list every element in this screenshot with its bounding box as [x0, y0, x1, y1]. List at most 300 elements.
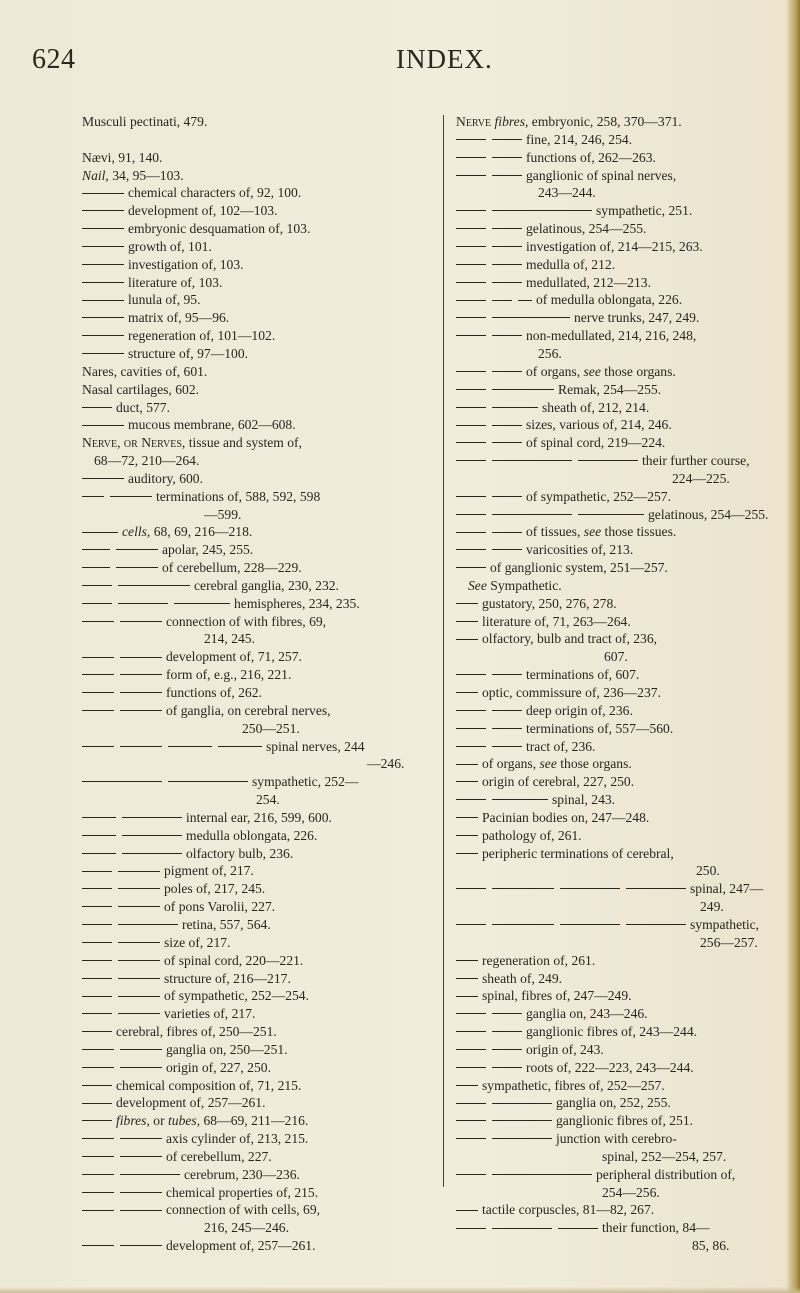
ditto-dash — [456, 1049, 486, 1050]
ditto-dash — [492, 1067, 522, 1068]
index-entry-text: ganglionic of spinal nerves, — [526, 167, 677, 183]
index-entry — [456, 666, 778, 684]
ditto-dash — [492, 799, 548, 800]
ditto-dash — [456, 139, 486, 140]
index-entry-text: of ganglionic system, 251—257. — [490, 560, 668, 576]
ditto-dash — [492, 460, 572, 461]
index-entry-text: regeneration of, 101—102. — [128, 328, 276, 344]
index-entry — [456, 791, 778, 809]
index-entry — [82, 1023, 454, 1041]
ditto-dash — [82, 1031, 112, 1032]
index-entry — [456, 220, 778, 238]
ditto-dash — [492, 1174, 592, 1175]
ditto-dash — [492, 264, 522, 265]
index-entry-text: olfactory, bulb and tract of, 236, — [482, 631, 658, 647]
index-entry-text: 214, 245. — [204, 631, 255, 647]
index-entry-text: peripheral distribution of, — [596, 1166, 736, 1182]
ditto-dash — [492, 1031, 522, 1032]
index-entry — [456, 827, 778, 845]
ditto-dash — [122, 835, 182, 836]
index-entry-continuation — [456, 184, 778, 202]
index-entry — [456, 506, 778, 524]
ditto-dash — [118, 906, 160, 907]
ditto-dash — [82, 282, 124, 283]
index-entry-continuation — [456, 648, 778, 666]
index-entry — [82, 1077, 454, 1095]
index-entry — [82, 1005, 454, 1023]
index-entry-text: varicosities of, 213. — [526, 542, 634, 558]
index-entry — [82, 1148, 454, 1166]
ditto-dash — [82, 978, 112, 979]
index-entry-text: matrix of, 95—96. — [128, 310, 230, 326]
index-entry-continuation — [456, 345, 778, 363]
index-entry-text: spinal nerves, 244 — [266, 738, 365, 754]
index-entry-text: poles of, 217, 245. — [164, 881, 266, 897]
index-entry-text: Nerve, or Nerves, tissue and system of, — [82, 435, 302, 451]
index-entry-text: terminations of, 557—560. — [526, 720, 674, 736]
ditto-dash — [492, 407, 538, 408]
index-entry — [456, 1130, 778, 1148]
ditto-dash — [492, 1120, 552, 1121]
ditto-dash — [82, 1174, 114, 1175]
ditto-dash — [82, 246, 124, 247]
index-entry-text: sympathetic, 252— — [252, 774, 359, 790]
ditto-dash — [218, 746, 262, 747]
index-entry — [82, 327, 454, 345]
ditto-dash — [82, 710, 114, 711]
ditto-dash — [492, 282, 522, 283]
index-entry — [456, 738, 778, 756]
index-entry-text: their function, 84— — [602, 1220, 710, 1236]
index-entry-text: hemispheres, 234, 235. — [234, 595, 360, 611]
index-entry-text: Nasal cartilages, 602. — [82, 381, 200, 397]
index-entry — [456, 684, 778, 702]
ditto-dash — [82, 353, 124, 354]
ditto-dash — [456, 371, 486, 372]
ditto-dash — [118, 603, 168, 604]
ditto-dash — [82, 1120, 112, 1121]
index-entry-text: of pons Varolii, 227. — [164, 899, 276, 915]
ditto-dash — [168, 746, 212, 747]
ditto-dash — [456, 728, 486, 729]
index-entry-text: 254. — [256, 792, 280, 808]
index-entry-text: 249. — [700, 899, 724, 915]
ditto-dash — [492, 496, 522, 497]
index-entry-continuation — [456, 862, 778, 880]
index-entry — [82, 1094, 454, 1112]
index-entry-text: Musculi pectinati, 479. — [82, 114, 208, 129]
ditto-dash — [492, 246, 522, 247]
index-entry — [456, 381, 778, 399]
ditto-dash — [492, 1103, 552, 1104]
index-entry — [456, 256, 778, 274]
ditto-dash — [492, 317, 570, 318]
ditto-dash — [118, 960, 160, 961]
ditto-dash — [456, 1228, 486, 1229]
index-entry — [456, 416, 778, 434]
ditto-dash — [82, 1245, 114, 1246]
ditto-dash — [558, 1228, 598, 1229]
ditto-dash — [82, 317, 124, 318]
ditto-dash — [82, 1067, 114, 1068]
ditto-dash — [456, 496, 486, 497]
index-entry — [82, 291, 454, 309]
index-entry — [456, 595, 778, 613]
index-entry — [82, 577, 454, 595]
index-entry-text: 85, 86. — [692, 1238, 730, 1254]
index-entry-text: fibres, or tubes, 68—69, 211—216. — [116, 1113, 309, 1129]
index-entry-text: mucous membrane, 602—608. — [128, 417, 296, 433]
ditto-dash — [492, 1049, 522, 1050]
index-entry-continuation — [82, 755, 454, 773]
ditto-dash — [492, 210, 592, 211]
index-entry — [456, 488, 778, 506]
ditto-dash — [456, 996, 478, 997]
index-entry — [82, 470, 454, 488]
index-entry-text: chemical composition of, 71, 215. — [116, 1077, 302, 1093]
index-entry-text: sympathetic, 251. — [596, 203, 693, 219]
ditto-dash — [120, 1138, 162, 1139]
ditto-dash — [456, 924, 486, 925]
ditto-dash — [118, 978, 160, 979]
ditto-dash — [492, 710, 522, 711]
ditto-dash — [82, 585, 112, 586]
index-entry-text: tactile corpuscles, 81—82, 267. — [482, 1202, 655, 1218]
index-entry-text: junction with cerebro- — [556, 1131, 677, 1147]
ditto-dash — [120, 674, 162, 675]
index-entry — [82, 702, 454, 720]
ditto-dash — [82, 264, 124, 265]
index-entry-text: internal ear, 216, 599, 600. — [186, 809, 332, 825]
ditto-dash — [118, 996, 160, 997]
index-entry — [456, 987, 778, 1005]
index-entry-text: of organs, see those organs. — [526, 363, 676, 379]
ditto-dash — [456, 567, 486, 568]
index-entry-text: Nail, 34, 95—103. — [82, 167, 184, 183]
ditto-dash — [120, 621, 162, 622]
ditto-dash — [456, 1120, 486, 1121]
index-entry — [82, 523, 454, 541]
index-entry — [82, 970, 454, 988]
ditto-dash — [456, 746, 486, 747]
page-title: INDEX. — [396, 44, 493, 74]
index-entry-text: of cerebellum, 227. — [166, 1148, 272, 1164]
ditto-dash — [118, 1013, 160, 1014]
ditto-dash — [456, 1031, 486, 1032]
ditto-dash — [456, 710, 486, 711]
index-entry-text: See Sympathetic. — [468, 577, 562, 593]
index-entry-text: origin of cerebral, 227, 250. — [482, 774, 635, 790]
ditto-dash — [118, 871, 160, 872]
ditto-dash — [492, 157, 522, 158]
ditto-dash — [492, 442, 522, 443]
index-entry-text: ganglionic fibres of, 251. — [556, 1113, 694, 1129]
index-entry-text: Nerve fibres, embryonic, 258, 370—371. — [456, 114, 682, 129]
index-entry-text: ganglionic fibres of, 243—244. — [526, 1024, 698, 1040]
ditto-dash — [456, 1103, 486, 1104]
ditto-dash — [120, 1067, 162, 1068]
index-entry-text: development of, 257—261. — [116, 1095, 266, 1111]
index-entry — [82, 952, 454, 970]
ditto-dash — [82, 496, 104, 497]
index-entry-text: optic, commissure of, 236—237. — [482, 685, 661, 700]
ditto-dash — [82, 532, 118, 533]
ditto-dash — [492, 228, 522, 229]
ditto-dash — [456, 425, 486, 426]
index-entry-text: sympathetic, fibres of, 252—257. — [482, 1077, 665, 1093]
index-entry — [82, 738, 454, 756]
index-entry-text: form of, e.g., 216, 221. — [166, 667, 292, 683]
index-entry — [456, 1059, 778, 1077]
ditto-dash — [456, 764, 478, 765]
index-entry-text: non-medullated, 214, 216, 248, — [526, 328, 697, 344]
index-entry-text: of ganglia, on cerebral nerves, — [166, 702, 331, 718]
index-entry — [82, 202, 454, 220]
index-entry — [456, 845, 778, 863]
ditto-dash — [82, 567, 110, 568]
index-entry — [82, 541, 454, 559]
index-entry — [456, 167, 778, 185]
index-entry — [82, 1059, 454, 1077]
index-entry — [82, 1041, 454, 1059]
index-entry — [456, 1005, 778, 1023]
index-entry — [82, 862, 454, 880]
ditto-dash — [456, 960, 478, 961]
index-entry — [82, 399, 454, 417]
index-entry — [82, 113, 454, 131]
index-entry — [456, 274, 778, 292]
index-entry-text: 243—244. — [538, 185, 596, 201]
index-entry — [456, 809, 778, 827]
ditto-dash — [456, 300, 486, 301]
ditto-dash — [82, 924, 112, 925]
index-entry-continuation — [456, 934, 778, 952]
ditto-dash — [82, 1049, 114, 1050]
index-entry-text: of sympathetic, 252—254. — [164, 988, 309, 1004]
index-entry-text: nerve trunks, 247, 249. — [574, 310, 700, 326]
ditto-dash — [82, 657, 114, 658]
index-entry-text: chemical characters of, 92, 100. — [128, 185, 302, 201]
index-entry-text: 216, 245—246. — [204, 1220, 289, 1236]
index-entry-text: of spinal cord, 220—221. — [164, 952, 304, 968]
ditto-dash — [492, 514, 572, 515]
index-entry — [456, 363, 778, 381]
index-entry-text: lunula of, 95. — [128, 292, 201, 308]
index-entry-text: 250. — [696, 863, 720, 879]
index-entry — [456, 1041, 778, 1059]
ditto-dash — [456, 621, 478, 622]
index-entry-text: of medulla oblongata, 226. — [536, 292, 683, 308]
ditto-dash — [118, 942, 160, 943]
index-entry-continuation — [82, 630, 454, 648]
index-entry — [82, 934, 454, 952]
index-entry — [82, 898, 454, 916]
index-entry — [456, 613, 778, 631]
index-entry-text: fine, 214, 246, 254. — [526, 131, 633, 147]
ditto-dash — [456, 1210, 478, 1211]
ditto-dash — [82, 871, 112, 872]
ditto-dash — [122, 853, 182, 854]
index-entry-continuation — [456, 1237, 778, 1255]
ditto-dash — [456, 853, 478, 854]
index-entry-text: development of, 71, 257. — [166, 649, 302, 665]
index-entry-text: 68—72, 210—264. — [94, 453, 200, 469]
ditto-dash — [456, 674, 486, 675]
ditto-dash — [492, 425, 522, 426]
index-entry-continuation — [82, 791, 454, 809]
index-entry-text: 224—225. — [672, 470, 730, 486]
index-entry — [456, 327, 778, 345]
ditto-dash — [626, 924, 686, 925]
ditto-dash — [120, 1192, 162, 1193]
index-entry — [82, 1201, 454, 1219]
ditto-dash — [82, 1156, 114, 1157]
index-entry-text: ganglia on, 243—246. — [526, 1006, 648, 1022]
index-entry-text: pigment of, 217. — [164, 863, 254, 879]
index-entry-text: ganglia on, 252, 255. — [556, 1095, 671, 1111]
index-column-right — [456, 113, 778, 1255]
index-entry — [456, 452, 778, 470]
ditto-dash — [492, 532, 522, 533]
ditto-dash — [456, 1085, 478, 1086]
index-entry-text: pathology of, 261. — [482, 827, 582, 843]
index-entry-text: chemical properties of, 215. — [166, 1184, 319, 1200]
ditto-dash — [82, 621, 114, 622]
index-entry-text: literature of, 71, 263—264. — [482, 613, 631, 629]
ditto-dash — [456, 282, 486, 283]
ditto-dash — [116, 567, 158, 568]
index-entry — [82, 613, 454, 631]
index-entry-text: Nævi, 91, 140. — [82, 149, 163, 165]
index-entry — [82, 595, 454, 613]
page-bottom-edge — [0, 1287, 800, 1293]
index-entry — [82, 149, 454, 167]
index-entry — [456, 523, 778, 541]
index-entry — [82, 220, 454, 238]
index-entry-text: medulla of, 212. — [526, 256, 616, 272]
index-entry — [82, 880, 454, 898]
ditto-dash — [82, 1192, 114, 1193]
ditto-dash — [82, 210, 124, 211]
ditto-dash — [456, 228, 486, 229]
ditto-dash — [82, 228, 124, 229]
index-entry-text: cerebral, fibres of, 250—251. — [116, 1024, 277, 1040]
index-entry-text: varieties of, 217. — [164, 1006, 256, 1022]
index-entry-text: growth of, 101. — [128, 238, 212, 254]
index-entry — [456, 1166, 778, 1184]
index-entry-text: auditory, 600. — [128, 470, 204, 486]
ditto-dash — [116, 549, 158, 550]
index-entry — [82, 184, 454, 202]
index-entry — [456, 916, 778, 934]
ditto-dash — [82, 817, 116, 818]
ditto-dash — [120, 657, 162, 658]
ditto-dash — [456, 514, 486, 515]
index-entry-continuation — [82, 506, 454, 524]
ditto-dash — [82, 549, 110, 550]
index-entry-text: cells, 68, 69, 216—218. — [122, 524, 253, 540]
ditto-dash — [456, 335, 486, 336]
index-entry — [82, 666, 454, 684]
ditto-dash — [120, 1049, 162, 1050]
ditto-dash — [82, 835, 116, 836]
index-entry — [456, 720, 778, 738]
index-entry-text: sheath of, 249. — [482, 970, 563, 986]
ditto-dash — [82, 425, 124, 426]
index-entry-text: 250—251. — [242, 720, 300, 736]
index-entry — [82, 1130, 454, 1148]
ditto-dash — [518, 300, 532, 301]
ditto-dash — [456, 532, 486, 533]
index-entry-text: 607. — [604, 649, 628, 665]
index-entry — [456, 291, 778, 309]
index-entry — [82, 987, 454, 1005]
index-entry — [456, 702, 778, 720]
index-entry — [82, 684, 454, 702]
ditto-dash — [82, 1103, 112, 1104]
index-entry-text: connection of with cells, 69, — [166, 1202, 321, 1218]
index-entry-text: 256. — [538, 345, 562, 361]
index-entry — [82, 381, 454, 399]
ditto-dash — [82, 193, 124, 194]
ditto-dash — [82, 1013, 112, 1014]
ditto-dash — [120, 1210, 162, 1211]
index-entry — [456, 131, 778, 149]
ditto-dash — [456, 603, 478, 604]
ditto-dash — [492, 888, 554, 889]
index-entry-text: cerebral ganglia, 230, 232. — [194, 577, 339, 593]
index-entry — [82, 916, 454, 934]
index-entry — [456, 952, 778, 970]
index-entry — [456, 1112, 778, 1130]
index-entry-text: sizes, various of, 214, 246. — [526, 417, 672, 433]
index-entry-text: functions of, 262. — [166, 685, 262, 700]
index-entry — [456, 399, 778, 417]
index-entry — [456, 309, 778, 327]
index-entry-text: of cerebellum, 228—229. — [162, 560, 302, 576]
ditto-dash — [456, 210, 486, 211]
index-entry-text: medulla oblongata, 226. — [186, 827, 318, 843]
ditto-dash — [492, 175, 522, 176]
index-entry-text: spinal, 247— — [690, 881, 764, 897]
index-entry — [456, 149, 778, 167]
ditto-dash — [82, 603, 112, 604]
ditto-dash — [560, 888, 620, 889]
index-entry-text: spinal, fibres of, 247—249. — [482, 988, 632, 1004]
index-entry-text: —599. — [204, 506, 242, 522]
index-entry-continuation — [456, 470, 778, 488]
index-entry — [456, 1219, 778, 1237]
index-entry-continuation — [82, 452, 454, 470]
page-edge-shadow — [786, 0, 800, 1293]
index-entry-text: their further course, — [642, 453, 750, 469]
ditto-dash — [82, 1138, 114, 1139]
index-entry — [82, 345, 454, 363]
ditto-dash — [82, 674, 114, 675]
index-entry-text: origin of, 243. — [526, 1041, 604, 1057]
ditto-dash — [120, 746, 162, 747]
ditto-dash — [82, 942, 112, 943]
index-entry — [456, 113, 778, 131]
ditto-dash — [578, 514, 644, 515]
index-entry — [82, 809, 454, 827]
ditto-dash — [118, 888, 160, 889]
ditto-dash — [120, 1174, 180, 1175]
index-entry-text: of tissues, see those tissues. — [526, 524, 677, 540]
index-entry — [456, 1023, 778, 1041]
index-entry-text: spinal, 252—254, 257. — [602, 1148, 727, 1164]
ditto-dash — [456, 549, 486, 550]
